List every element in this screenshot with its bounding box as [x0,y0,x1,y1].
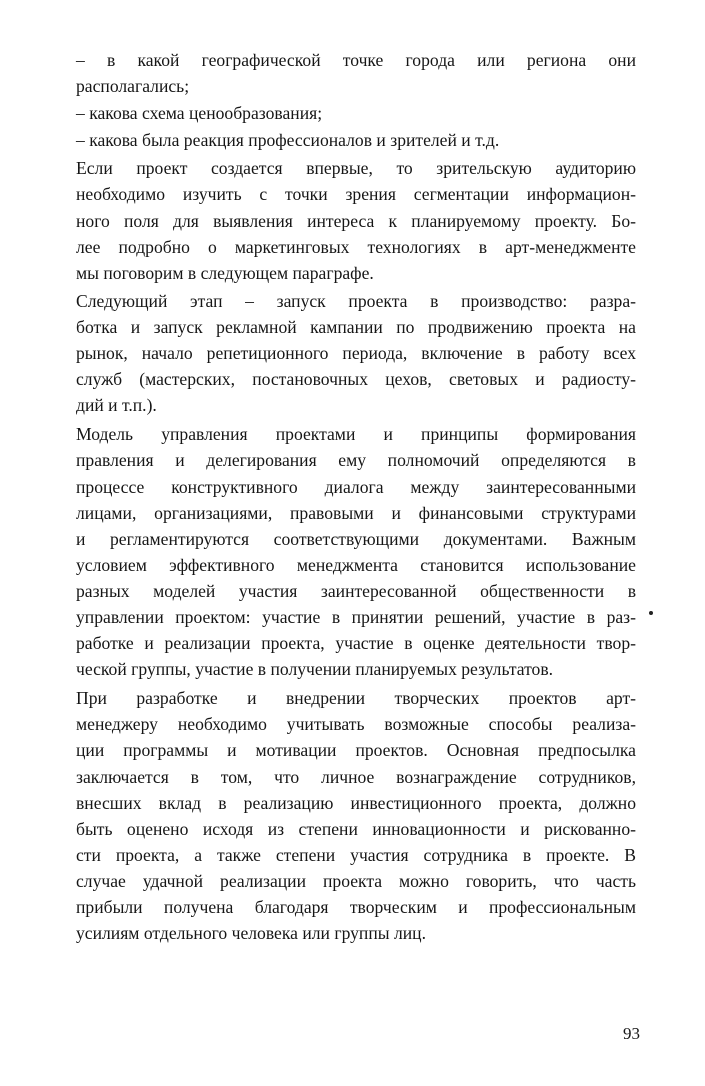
text-line: лее подробно о маркетинговых технологиях в арт-менеджменте [76,236,636,257]
text-line: – какова была реакция профессионалов и зрителей и т.д. [76,130,500,151]
text-line: условием эффективного менеджмента становится использование [76,554,636,575]
text-line: Модель управления проектами и принципы формирования [76,424,636,445]
page-text [76,47,636,946]
text-line: ции программы и мотивации проектов. Основная предпосылка [76,740,636,761]
text-line: процессе конструктивного диалога между заинтересованными [76,476,636,497]
list-item-pricing [76,100,636,126]
text-line: усилиям отдельного человека или группы лиц. [76,923,426,944]
text-line: дий и т.п.). [76,395,157,416]
text-line: – какова схема ценообразования; [76,103,323,124]
text-line: располагались; [76,76,190,97]
text-line: служб (мастерских, постановочных цехов, световых и радиосту- [76,369,636,390]
text-line: быть оценено исходя из степени инновационности и рискованно- [76,818,636,839]
text-line: – в какой географической точке города или региона они [76,50,636,70]
margin-mark [649,611,653,615]
text-line: работке и реализации проекта, участие в оценке деятельности твор- [76,633,636,654]
paragraph-motivation [76,685,636,946]
text-line: рынок, начало репетиционного периода, включение в работу всех [76,343,636,364]
list-item-reaction [76,127,636,153]
text-line: менеджеру необходимо учитывать возможные способы реализа- [76,714,636,735]
text-line: правления и делегирования ему полномочий определяются в [76,450,636,471]
text-line: ного поля для выявления интереса к планируемому проекту. Бо- [76,210,636,231]
text-line: Следующий этап – запуск проекта в производство: разра- [76,290,636,311]
text-line: ческой группы, участие в получении планируемых результатов. [76,659,554,680]
text-line: ботка и запуск рекламной кампании по продвижению проекта на [76,316,636,337]
page-number: 93 [623,1024,640,1043]
text-line: Если проект создается впервые, то зрительскую аудиторию [76,158,636,179]
text-line: и регламентируются соответствующими документами. Важным [76,528,636,549]
text-line: случае удачной реализации проекта можно говорить, что часть [76,870,636,891]
text-line: необходимо изучить с точки зрения сегментации информацион- [76,184,636,205]
text-line: разных моделей участия заинтересованной общественности в [76,580,636,601]
text-line: мы поговорим в следующем параграфе. [76,262,374,283]
text-line: лицами, организациями, правовыми и финансовыми структурами [76,502,636,523]
paragraph-production-launch [76,288,636,418]
text-line: прибыли получена благодаря творческим и профессиональным [76,897,636,917]
text-line: сти проекта, а также степени участия сотрудника в проекте. В [76,844,636,865]
paragraph-management-model [76,421,636,682]
text-line: При разработке и внедрении творческих проектов арт- [76,688,636,709]
text-line: управлении проектом: участие в принятии решений, участие в раз- [76,606,636,627]
list-item-location [76,47,636,99]
text-line: внесших вклад в реализацию инвестиционного проекта, должно [76,792,636,813]
text-line: заключается в том, что личное вознаграждение сотрудников, [76,766,636,787]
paragraph-audience [76,155,636,285]
